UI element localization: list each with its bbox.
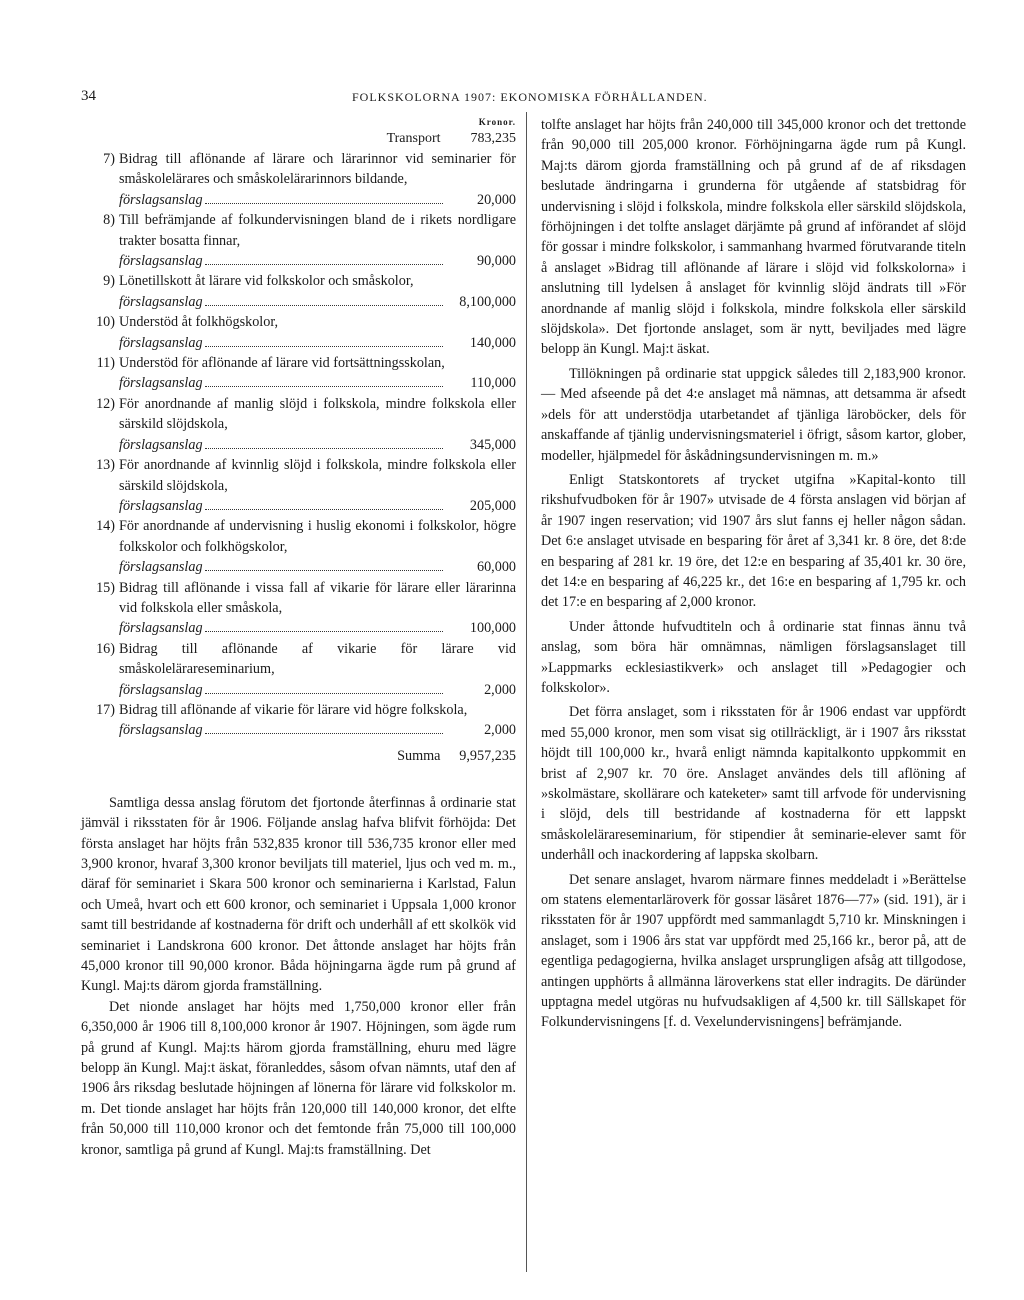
item-amount: 110,000 bbox=[470, 375, 516, 392]
transport-label: Transport bbox=[386, 131, 441, 146]
item-tag: förslagsanslag bbox=[119, 293, 203, 310]
item-body bbox=[119, 149, 516, 210]
item-number: 17) bbox=[96, 701, 115, 718]
budget-item bbox=[81, 639, 516, 700]
item-tag: förslagsanslag bbox=[119, 620, 203, 637]
body-paragraph: Det förra anslaget, som i riksstaten för år 1906 endast var uppfördt med 55,000 kronor, men som visat sig otillräckligt, är i 1907 års riksstat höjdt till 100,000 kr., hvarå enligt nämnda kapitalkonto uppkommit en brist af 2,907 kr. 70 öre. Anslaget användes dels till aflöning af »skolmästare, skollärare och kateketer» samt till arfvode för undervisning i slöjd, dels till bestridande af kostnaderna för ett lappskt småskolelärareseminarium, för stipendier åt seminarie-elever samt för underhåll och inackordering af lappska skolbarn. bbox=[541, 704, 966, 864]
item-body bbox=[119, 700, 516, 741]
item-amount-line bbox=[119, 680, 516, 700]
unit-label: Kronor. bbox=[478, 117, 516, 127]
item-body bbox=[119, 353, 516, 394]
item-number: 9) bbox=[103, 273, 115, 290]
item-amount-line bbox=[119, 292, 516, 312]
item-amount: 100,000 bbox=[469, 620, 516, 637]
budget-item bbox=[81, 700, 516, 741]
item-body bbox=[119, 516, 516, 577]
item-tag: förslagsanslag bbox=[119, 436, 203, 453]
item-number: 8) bbox=[103, 212, 115, 229]
budget-item bbox=[81, 210, 516, 271]
leader-dots bbox=[205, 509, 443, 510]
body-paragraph: Det senare anslaget, hvarom närmare finnes meddeladt i »Berättelse om statens elementarläroverk för gossar läsåret 1876—77» (sid. 191), är i riksstaten för år 1907 uppfördt med sammanlagdt 5,710 kr. Minskningen i anslaget, som i 1906 års stat var uppfördt med 25,166 kr., beror på, att de egentliga pedagogierna, hvilka anslaget ursprungligen afsåg att tillgodose, antingen upphörts å allmänna läroverkens stat eller indragits. De däründer upptagna medel utgöras nu hufvudsakligen af 4,500 kr. till Sällskapet för Folkundervisningens [f. d. Vexelundervisningens] befrämjande. bbox=[541, 871, 966, 1031]
leader-dots bbox=[205, 346, 443, 347]
right-body-text bbox=[541, 115, 966, 1033]
item-body bbox=[119, 455, 516, 516]
leader-dots bbox=[205, 631, 443, 632]
transport-line bbox=[81, 129, 516, 149]
item-number: 14) bbox=[96, 518, 115, 535]
budget-item bbox=[81, 516, 516, 577]
leader-dots bbox=[205, 386, 443, 387]
item-number: 15) bbox=[96, 579, 115, 596]
item-amount: 205,000 bbox=[469, 497, 516, 514]
item-body bbox=[119, 578, 516, 639]
item-body bbox=[119, 271, 516, 312]
item-text: Bidrag till aflönande af vikarie för lärare vid småskolelärareseminarium, bbox=[119, 640, 516, 678]
body-paragraph: Det nionde anslaget har höjts med 1,750,000 kronor eller från 6,350,000 år 1906 till 8,100,000 kronor år 1907. Höjningen, som ägde rum på grund af Kungl. Maj:ts härom gjorda framställning, ehuru med lägre belopp än Kungl. Maj:t äskat, föranleddes, såsom ofvan nämnts, utaf den af 1906 års riksdag beslutade höjningen af lönerna för lärare vid folkskolor m. m. Det tionde anslaget har höjts från 120,000 till 140,000 kronor, det elfte från 50,000 till 110,000 kronor och det femtonde från 75,000 till 100,000 kronor, samtliga på grund af Kungl. Maj:ts framställning. Det bbox=[81, 998, 516, 1158]
item-tag: förslagsanslag bbox=[119, 191, 203, 208]
item-tag: förslagsanslag bbox=[119, 334, 203, 351]
item-number: 7) bbox=[103, 151, 115, 167]
right-column bbox=[541, 115, 966, 1033]
item-amount-line bbox=[119, 618, 516, 638]
item-body bbox=[119, 394, 516, 455]
item-text: För anordnande af kvinnlig slöjd i folkskola, mindre folkskola eller särskild slöjdskola, bbox=[119, 457, 516, 494]
budget-items-list bbox=[81, 149, 516, 741]
leader-dots bbox=[205, 305, 443, 306]
summa-label: Summa bbox=[397, 747, 441, 764]
budget-item bbox=[81, 455, 516, 516]
item-tag: förslagsanslag bbox=[119, 559, 203, 576]
body-paragraph: Tillökningen på ordinarie stat uppgick således till 2,183,900 kronor. — Med afseende på det 4:e anslaget må nämnas, att detsamma är afsedt »dels för att understödja utarbetandet af tjänliga läroböcker, dels för anskaffande af tjänlig undervisningsmateriel i öfrigt, såsom kartor, glober, modeller, hjälpmedel för åskådningsundervisningen m. m.» bbox=[541, 365, 966, 464]
item-body bbox=[119, 312, 516, 353]
item-amount: 345,000 bbox=[469, 436, 516, 453]
item-number: 13) bbox=[96, 457, 115, 474]
body-paragraph: Samtliga dessa anslag förutom det fjortonde återfinnas å ordinarie stat jämväl i riksstaten för år 1906. Följande anslag hafva blifvit förhöjda: Det första anslaget har höjts från 532,835 kronor till 536,735 kronor eller med 3,900 kronor, hvaraf 3,300 kronor beviljats till materiel, ljus och ved m. m., däraf för seminariet i Skara 500 kronor och seminarierna i Karlstad, Falun och Umeå, hvart och ett 600 kronor, och seminariet i Uppsala 1,000 kronor samt till bestridande af kostnaderna för drift och underhåll af ett skolkök vid seminariet i Landskrona 600 kronor. Det åttonde anslaget har höjts från 45,000 kronor till 90,000 kronor. Båda höjningarna ägde rum på grund af Kungl. Maj:ts därom gjorda framställning. bbox=[81, 794, 516, 995]
budget-item bbox=[81, 578, 516, 639]
item-amount: 140,000 bbox=[469, 334, 516, 351]
item-number: 12) bbox=[96, 395, 115, 412]
item-text: Understöd för aflönande af lärare vid fortsättningsskolan, bbox=[119, 355, 445, 372]
item-amount-line bbox=[119, 251, 516, 271]
budget-item bbox=[81, 271, 516, 312]
item-text: Bidrag till aflönande i vissa fall af vikarie för lärare eller lärarinna vid folkskola eller småskola, bbox=[119, 579, 516, 616]
item-number: 11) bbox=[96, 355, 115, 372]
item-text: Lönetillskott åt lärare vid folkskolor och småskolor, bbox=[119, 273, 414, 290]
item-amount-line bbox=[119, 435, 516, 455]
item-amount-line bbox=[119, 557, 516, 577]
body-paragraph: Enligt Statskontorets af trycket utgifna »Kapital-konto till rikshufvudboken för år 1907» utvisade de 4 första anslagen vid början af år 1907 ingen reservation; vid 1907 års slut fanns ej heller någon sådan. Det 6:e anslaget utvisade en besparing för året af 3,341 kr. 8 öre, det 8:de en besparing af 281 kr. 19 öre, det 12:e en besparing af 35,401 kr. 30 öre, det 14:e en besparing af 46,225 kr., det 16:e en besparing af 1,795 kr. och det 17:e en besparing af 2,000 kronor. bbox=[541, 471, 966, 611]
budget-item bbox=[81, 149, 516, 210]
item-text: Understöd åt folkhögskolor, bbox=[119, 314, 279, 331]
item-body bbox=[119, 210, 516, 271]
item-text: Till befrämjande af folkundervisningen bland de i rikets nordligare trakter bosatta finnar, bbox=[119, 212, 516, 249]
budget-item bbox=[81, 312, 516, 353]
item-amount-line bbox=[119, 720, 516, 740]
item-text: Bidrag till aflönande af lärare och lärarinnor vid seminarier för småskolelärares och småskolelärarinnors bildande, bbox=[119, 151, 516, 188]
item-number: 10) bbox=[96, 314, 115, 331]
item-amount-line bbox=[119, 190, 516, 210]
item-tag: förslagsanslag bbox=[119, 497, 203, 514]
item-amount: 2,000 bbox=[484, 722, 516, 739]
leader-dots bbox=[205, 448, 443, 449]
running-head: FOLKSKOLORNA 1907: EKONOMISKA FÖRHÅLLANDEN. bbox=[352, 90, 708, 104]
summa-value: 9,957,235 bbox=[459, 747, 516, 764]
body-paragraph: tolfte anslaget har höjts från 240,000 till 345,000 kronor och det trettonde från 90,000 till 205,000 kronor. Förhöjningarna ägde rum på Kungl. Maj:ts därom gjorda framställning och på grund af de af riksdagen beslutade ändringarna i grunderna för utgående af statsbidrag för undervisning i slöjd i folkskola, mindre folkskola eller särskild slöjdskola, förhöjningen i det tolfte anslaget därjämte på grund af införandet af slöjd för gossar i mindre folkskolor, i sammanhang hvarmed förutvarande titeln å anslaget »Bidrag till aflönande af lärare i slöjd vid folkskolorna» i anslutning till lydelsen å anslaget för kvinnlig slöjd ändrats till »För anordnande af manlig slöjd i folkskola, mindre folkskola eller särskild slöjdskola». Det fjortonde anslaget, som är nytt, beviljades med lägre belopp än Kungl. Maj:t äskat. bbox=[541, 117, 966, 358]
item-amount-line bbox=[119, 333, 516, 353]
item-amount: 8,100,000 bbox=[459, 293, 516, 310]
leader-dots bbox=[205, 733, 443, 734]
item-tag: förslagsanslag bbox=[119, 722, 203, 739]
leader-dots bbox=[205, 264, 443, 265]
left-body-text bbox=[81, 793, 516, 1160]
leader-dots bbox=[205, 203, 443, 204]
budget-item bbox=[81, 394, 516, 455]
item-number: 16) bbox=[96, 640, 115, 657]
item-amount: 2,000 bbox=[484, 681, 516, 698]
item-amount: 60,000 bbox=[476, 559, 516, 576]
item-text: För anordnande af manlig slöjd i folkskola, mindre folkskola eller särskild slöjdskola, bbox=[119, 395, 516, 433]
page-number: 34 bbox=[81, 88, 96, 104]
item-text: Bidrag till aflönande af vikarie för lärare vid högre folkskola, bbox=[119, 701, 468, 718]
item-amount-line bbox=[119, 373, 516, 393]
column-divider bbox=[526, 112, 527, 1272]
item-amount: 20,000 bbox=[476, 191, 516, 208]
item-tag: förslagsanslag bbox=[119, 253, 203, 270]
leader-dots bbox=[205, 570, 443, 571]
item-tag: förslagsanslag bbox=[119, 681, 203, 698]
body-paragraph: Under åttonde hufvudtiteln och å ordinarie stat finnas ännu två anslag, som böra här omnämnas, nämligen förslagsanslaget till »Lappmarks ecklesiastikverk» och anslaget till »Pedagogier och folkskolor». bbox=[541, 618, 966, 696]
item-amount: 90,000 bbox=[476, 253, 516, 270]
item-text: För anordnande af undervisning i huslig ekonomi i folkskolor, högre folkskolor och folkhögskolor, bbox=[119, 518, 516, 555]
item-amount-line bbox=[119, 496, 516, 516]
page-header bbox=[0, 88, 1024, 108]
summa-line bbox=[81, 745, 516, 767]
left-column bbox=[81, 115, 516, 1160]
budget-item bbox=[81, 353, 516, 394]
item-body bbox=[119, 639, 516, 700]
leader-dots bbox=[205, 693, 443, 694]
transport-value: 783,235 bbox=[470, 131, 516, 146]
item-tag: förslagsanslag bbox=[119, 375, 203, 392]
